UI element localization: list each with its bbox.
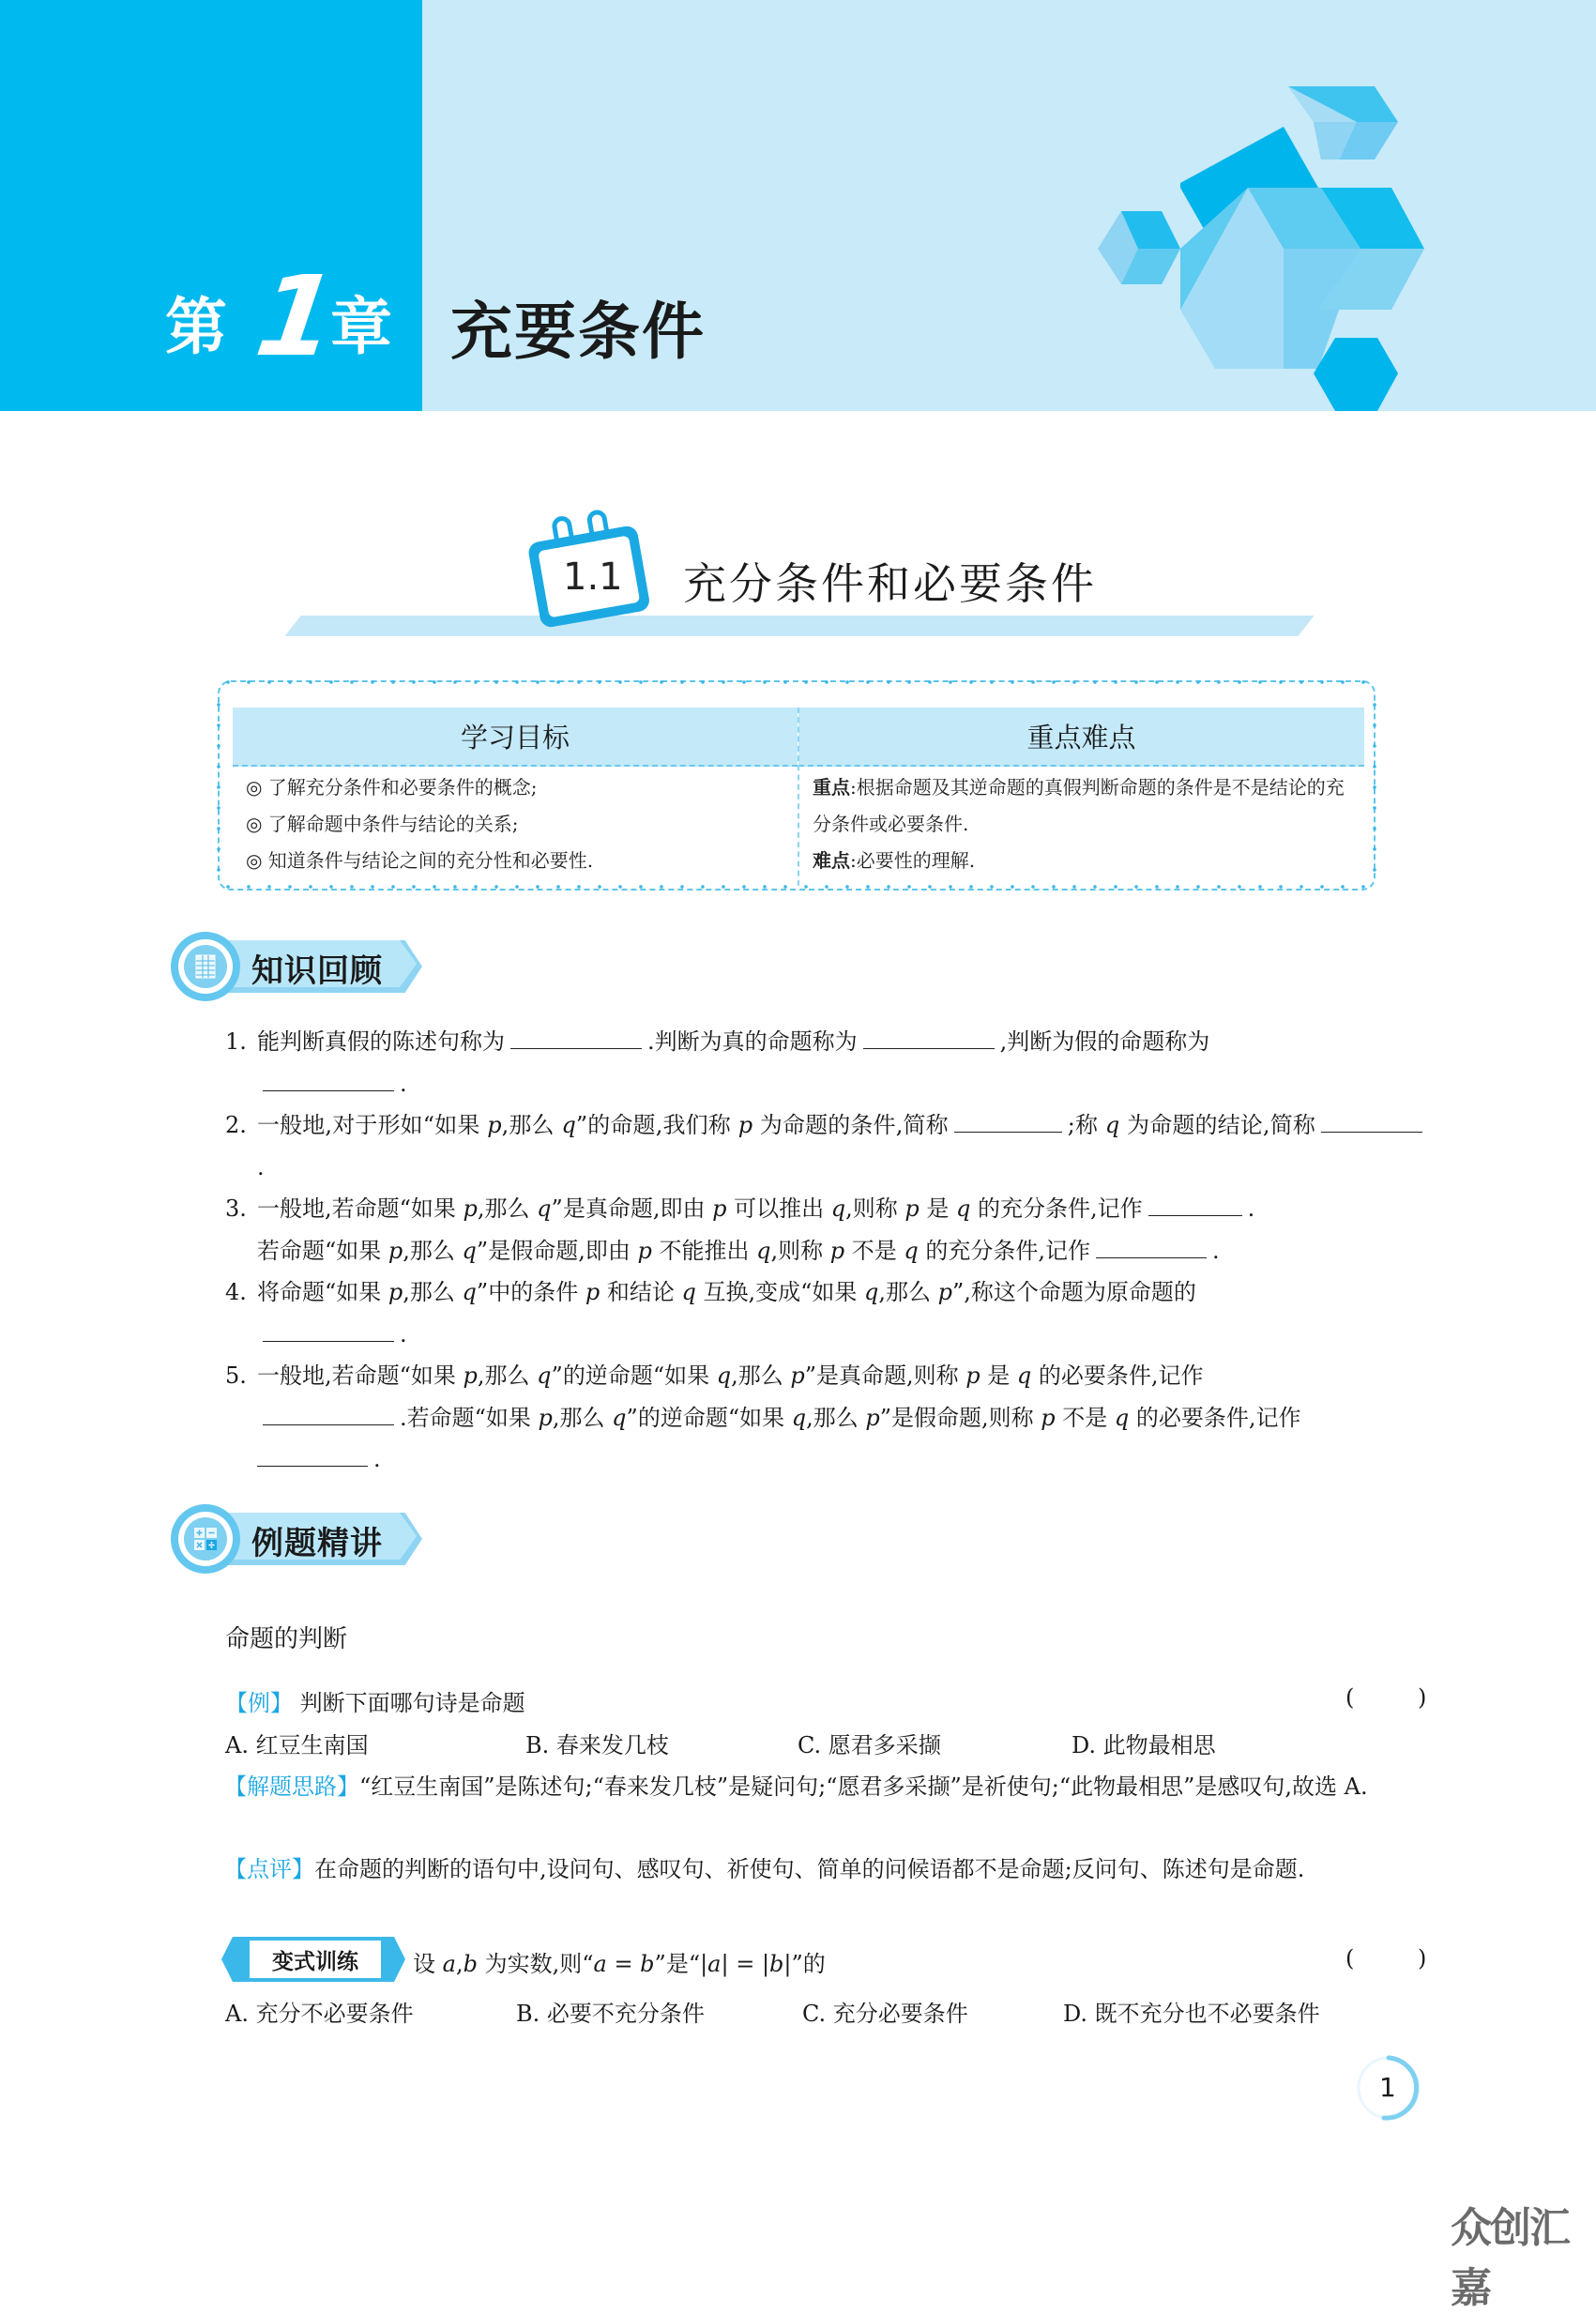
difficulty-point: [813, 843, 1361, 879]
drill-label: 变式训练: [250, 1941, 381, 1978]
key-points-header: 重点难点: [798, 708, 1364, 767]
solution-text: “红豆生南国”是陈述句;“春来发几枝”是疑问句;“愿君多采撷”是祈使句;“此物最相思”是感叹句,故选 A.: [359, 1774, 1368, 1800]
drill-badge: [221, 1937, 405, 1982]
section-title: 充分条件和必要条件: [683, 558, 1097, 609]
drill-question: 设 a,b 为实数,则“a = b”是“|a| = |b|”的: [413, 1951, 826, 1977]
cubes-decoration-icon: [1079, 56, 1454, 422]
difficulty-label: 难点: [813, 849, 850, 872]
chapter-prefix: 第: [165, 291, 227, 363]
example-question-text: 判断下面哪句诗是命题: [299, 1690, 525, 1716]
calculator-icon: [193, 1526, 218, 1552]
review-list: [225, 1021, 1428, 1481]
answer-paren[interactable]: ( ): [1345, 1684, 1455, 1711]
answer-blank[interactable]: [510, 1024, 642, 1049]
spreadsheet-icon: [193, 953, 218, 980]
review-item-1: 1. 能判断真假的陈述句称为 .判断为真的命题称为 ,判断为假的命题称为 .: [225, 1021, 1428, 1104]
option-d: D. 此物最相思: [1072, 1732, 1216, 1758]
option-b: B. 春来发几枝: [525, 1732, 669, 1758]
answer-blank[interactable]: [1096, 1233, 1207, 1258]
learning-goals-list: [246, 769, 593, 879]
section-number: 1.1: [563, 556, 623, 599]
answer-blank[interactable]: [263, 1317, 394, 1342]
drill-option-b: B. 必要不充分条件: [516, 2001, 705, 2027]
answer-blank[interactable]: [263, 1066, 394, 1091]
option-c: C. 愿君多采撷: [798, 1732, 941, 1758]
review-item-5: 5. 一般地,若命题“如果 p,那么 q”的逆命题“如果 q,那么 p”是真命题,则称 p 是 q 的必要条件,记作 .若命题“如果 p,那么 q”的逆命题“如果 q,那么 p”是假命题,则称 p 不是 q 的必要条件,记作 .: [225, 1363, 1301, 1472]
topic-title: 命题的判断: [225, 1625, 348, 1653]
knowledge-review-title: 知识回顾: [251, 952, 383, 990]
goal-item: ◎ 了解命题中条件与结论的关系;: [246, 813, 519, 835]
comment-tag: 【点评】: [224, 1856, 314, 1882]
border-dots-bottom: [218, 883, 1376, 891]
border-dots-left: [215, 694, 222, 878]
solution-paragraph: [172, 1766, 1429, 1807]
answer-blank[interactable]: [257, 1441, 368, 1467]
goal-item: ◎ 知道条件与结论之间的充分性和必要性.: [246, 849, 594, 872]
review-item-4: 4. 将命题“如果 p,那么 q”中的条件 p 和结论 q 互换,变成“如果 q,那么 p”,称这个命题为原命题的 .: [225, 1279, 1196, 1347]
key-point: [813, 769, 1361, 843]
answer-blank[interactable]: [1148, 1191, 1242, 1216]
chapter-title: 充要条件: [450, 296, 706, 368]
review-item-2: 2. 一般地,对于形如“如果 p,那么 q”的命题,我们称 p 为命题的条件,简称 ;称 q 为命题的结论,简称.: [225, 1104, 1428, 1188]
comment-paragraph: [172, 1849, 1429, 1890]
drill-answer-paren[interactable]: ( ): [1345, 1945, 1455, 1971]
example-question: [225, 1684, 525, 1717]
difficulty-text: :必要性的理解.: [850, 849, 976, 872]
watermark: 众创汇嘉: [1451, 2204, 1569, 2312]
chapter-suffix: 章: [330, 291, 392, 363]
answer-blank[interactable]: [263, 1400, 394, 1425]
learning-goals-header: 学习目标: [233, 708, 798, 767]
example-tag: 【例】: [225, 1690, 293, 1716]
drill-option-d: D. 既不充分也不必要条件: [1063, 2001, 1320, 2027]
examples-heading: [160, 1492, 441, 1586]
goal-item: ◎ 了解充分条件和必要条件的概念;: [246, 776, 538, 799]
answer-blank[interactable]: [954, 1107, 1062, 1133]
section-heading-stripe: [284, 616, 1314, 636]
drill-option-c: C. 充分必要条件: [802, 2001, 968, 2027]
key-points-content: [813, 769, 1361, 879]
review-item-3: 3. 一般地,若命题“如果 p,那么 q”是真命题,即由 p 可以推出 q,则称 p 是 q 的充分条件,记作 . 若命题“如果 p,那么 q”是假命题,即由 p 不能推出 q,则称 p 不是 q 的充分条件,记作 .: [225, 1188, 1428, 1271]
answer-blank[interactable]: [1321, 1107, 1422, 1133]
key-point-text: :根据命题及其逆命题的真假判断命题的条件是不是结论的充分条件或必要条件.: [813, 776, 1345, 835]
column-divider: [798, 708, 799, 886]
drill-option-a: A. 充分不必要条件: [225, 2001, 414, 2027]
solution-tag: 【解题思路】: [224, 1774, 359, 1800]
comment-text: 在命题的判断的语句中,设问句、感叹句、祈使句、简单的问候语都不是命题;反问句、陈述句是命题.: [314, 1856, 1305, 1882]
border-dots-top: [218, 678, 1376, 686]
page-number: 1: [1379, 2072, 1396, 2103]
option-a: A. 红豆生南国: [225, 1732, 369, 1758]
border-dots-right: [1371, 694, 1378, 878]
key-point-label: 重点: [813, 776, 850, 799]
answer-blank[interactable]: [863, 1024, 995, 1049]
examples-title: 例题精讲: [251, 1525, 383, 1562]
chapter-number: 1: [249, 251, 344, 381]
knowledge-review-heading: [160, 920, 441, 1013]
